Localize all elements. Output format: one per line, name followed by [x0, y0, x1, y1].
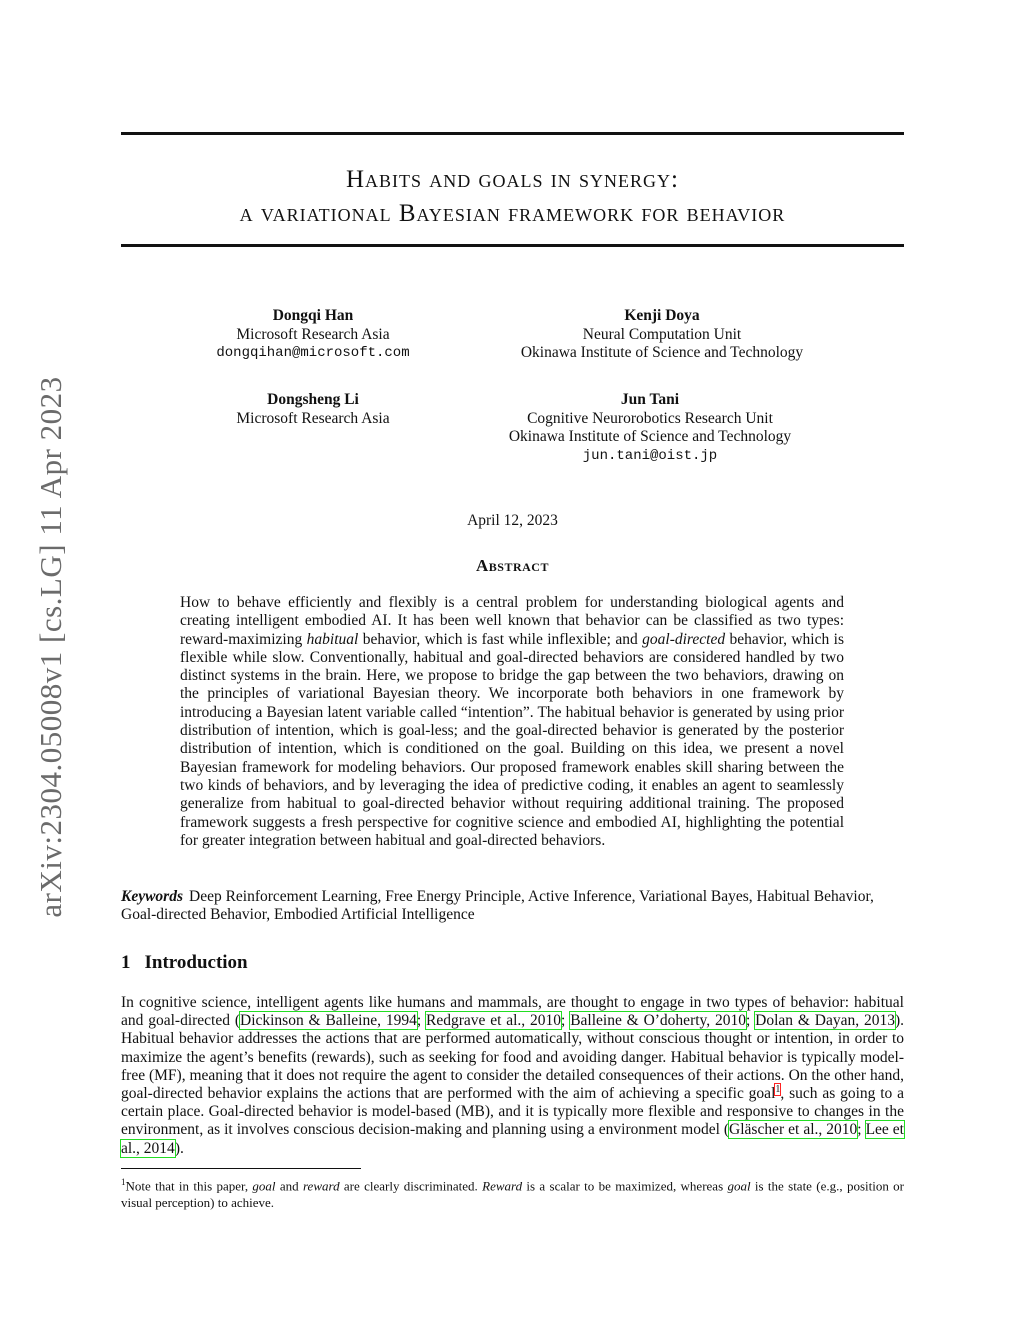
author-block	[482, 307, 842, 363]
footnote-emphasis: reward	[302, 1178, 340, 1194]
paper-title-line-2: a variational Bayesian framework for behavior	[239, 200, 786, 227]
footnote-text: Note that in this paper,	[125, 1178, 253, 1194]
footnote-mark: 1	[121, 1177, 126, 1187]
author-affiliation: Okinawa Institute of Science and Technology	[508, 428, 792, 445]
citation-separator: ;	[857, 1121, 866, 1139]
intro-paragraph	[121, 994, 904, 1158]
author-affiliation: Cognitive Neurorobotics Research Unit	[527, 409, 773, 427]
keywords-label: Keywords	[121, 888, 183, 905]
abstract-text	[180, 594, 844, 850]
paper-date: April 12, 2023	[467, 512, 558, 529]
footnote-rule	[121, 1168, 361, 1169]
citation-separator: ;	[416, 1012, 426, 1030]
citation-link[interactable]: Gläscher et al., 2010	[729, 1121, 858, 1139]
intro-text: , such as going to a certain place. Goal-directed behavior is model-based (MB), and it is typically more flexible and responsive to changes in the environment, as it involves conscious decision-making and planning using a environment model (	[121, 1085, 904, 1139]
author-name: Dongsheng Li	[267, 391, 359, 408]
author-block	[133, 307, 493, 363]
author-block	[470, 391, 830, 465]
section-title: Introduction	[144, 952, 248, 973]
citation-link[interactable]: Dolan & Dayan, 2013	[755, 1012, 895, 1030]
citation-link[interactable]: Balleine & O’doherty, 2010	[570, 1012, 746, 1030]
abstract-part: behavior, which is flexible while slow. Conventionally, habitual and goal-directed behaviors are considered handled by two distinct systems in the brain. Here, we propose to bridge the gap between the two behaviors, drawing on the principles of variational Bayesian theory. We incorporate both behaviors in one framework by introducing a Bayesian latent variable called “intention”. The habitual behavior is generated by using prior distribution of intention, which is goal-less; and the goal-directed behavior is generated by the posterior distribution of intention, which is conditioned on the goal. Building on this idea, we present a novel Bayesian framework for modeling behaviors. Our proposed framework enables skill sharing between the two kinds of behaviors, and by leveraging the idea of predictive coding, it enables an agent to seamlessly generalize from habitual to goal-directed behavior without requiring additional training. The proposed framework suggests a fresh perspective for cognitive science and embodied AI, highlighting the potential for greater integration between habitual and goal-directed behaviors.	[180, 630, 844, 849]
intro-text: ). Habitual behavior addresses the actions that are performed automatically, without conscious thought or intention, in order to maximize the agent’s benefits (rewards), such as seeking for food and avoiding danger. Habitual behavior is typically model-free (MF), meaning that it does not require the agent to consider the detailed consequences of their actions. On the other hand, goal-directed behavior explains the actions that are performed with the aim of achieving a specific goal	[121, 1012, 904, 1103]
author-affiliation: Microsoft Research Asia	[236, 409, 390, 427]
abstract-emphasis: goal-directed	[642, 630, 726, 648]
arxiv-identifier: arXiv:2304.05008v1 [cs.LG] 11 Apr 2023	[33, 376, 68, 918]
title-bottom-rule	[121, 244, 904, 247]
section-number: 1	[121, 952, 131, 973]
footnote-text: are clearly discriminated.	[339, 1178, 483, 1194]
section-heading	[121, 952, 248, 974]
author-affiliation: Microsoft Research Asia	[236, 325, 390, 343]
citation-link[interactable]: Dickinson & Balleine, 1994	[240, 1012, 417, 1030]
footnote-emphasis: Reward	[482, 1178, 523, 1194]
citation-separator: ;	[561, 1012, 571, 1030]
abstract-part: How to behave efficiently and flexibly is a central problem for understanding biological agents and creating intelligent embodied AI. It has been well known that behavior can be classified as two types: reward-maximizing	[180, 594, 844, 648]
paper-title-line-1: Habits and goals in synergy:	[345, 166, 679, 193]
title-top-rule	[121, 132, 904, 135]
citation-separator: ;	[746, 1012, 756, 1030]
author-email[interactable]: dongqihan@microsoft.com	[216, 345, 410, 361]
author-email[interactable]: jun.tani@oist.jp	[582, 447, 718, 464]
keywords	[121, 888, 904, 925]
footnote-text: and	[275, 1178, 303, 1194]
author-name: Dongqi Han	[272, 307, 354, 324]
author-name: Jun Tani	[620, 391, 680, 408]
keywords-text: Deep Reinforcement Learning, Free Energy Principle, Active Inference, Variational Bayes, Habitual Behavior, Goal-directed Behavior, Embodied Artificial Intelligence	[121, 888, 874, 924]
footnote-emphasis: goal	[252, 1178, 276, 1194]
author-block	[133, 391, 493, 428]
abstract-part: behavior, which is fast while inflexible; and	[358, 630, 643, 648]
abstract-emphasis: habitual	[306, 630, 359, 648]
intro-text: ).	[174, 1139, 184, 1157]
citation-link[interactable]: Lee et al., 2014	[121, 1121, 904, 1157]
footnote-link[interactable]: 1	[775, 1083, 781, 1095]
arxiv-sidebar	[34, 352, 68, 942]
author-affiliation: Okinawa Institute of Science and Technology	[520, 344, 804, 361]
footnote-text: is the state (e.g., position or visual perception) to achieve.	[121, 1178, 905, 1211]
citation-link[interactable]: Redgrave et al., 2010	[425, 1012, 562, 1030]
footnote-text: is a scalar to be maximized, whereas	[522, 1178, 728, 1194]
author-affiliation: Neural Computation Unit	[582, 325, 742, 343]
abstract-heading: Abstract	[476, 556, 549, 575]
footnote	[121, 1174, 904, 1211]
author-name: Kenji Doya	[624, 307, 700, 324]
footnote-emphasis: goal	[727, 1178, 751, 1194]
intro-text: In cognitive science, intelligent agents like humans and mammals, are thought to engage in two types of behavior: habitual and goal-directed (	[121, 994, 904, 1030]
